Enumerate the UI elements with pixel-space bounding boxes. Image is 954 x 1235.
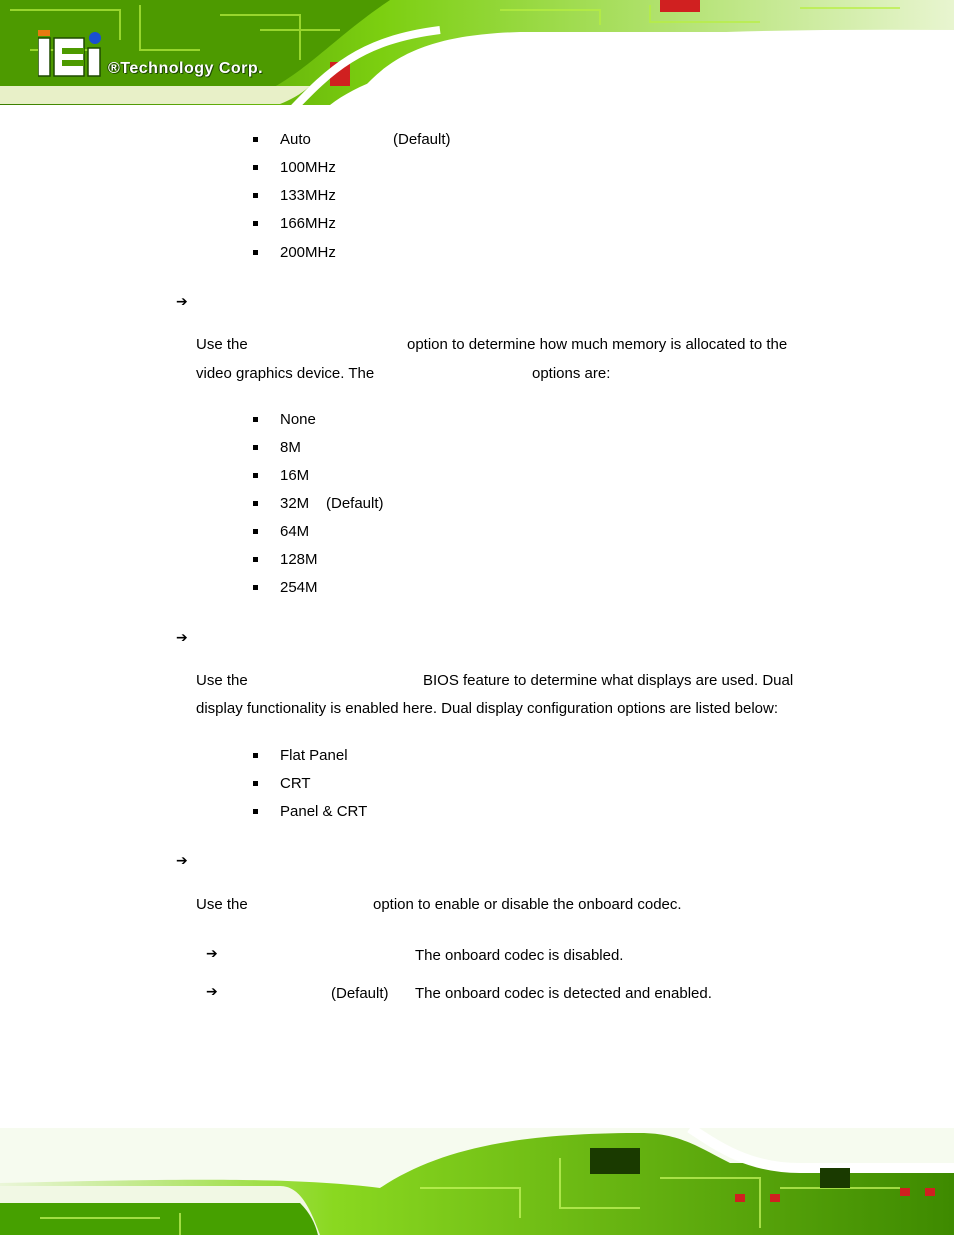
list-bullet bbox=[253, 250, 258, 255]
list-item: 166MHz bbox=[280, 215, 336, 232]
paragraph-text: Use the bbox=[196, 336, 248, 353]
list-item: 64M bbox=[280, 523, 310, 540]
list-item: 254M bbox=[280, 579, 318, 596]
list-bullet bbox=[253, 557, 258, 562]
section-arrow-icon: ➔ bbox=[176, 853, 188, 869]
list-item: 133MHz bbox=[280, 187, 336, 204]
page-footer-banner bbox=[0, 1128, 954, 1235]
page-header-banner bbox=[0, 0, 954, 112]
list-bullet bbox=[253, 473, 258, 478]
option-description: The onboard codec is detected and enabled. bbox=[415, 985, 712, 1002]
section-arrow-icon: ➔ bbox=[176, 294, 188, 310]
list-item: Flat Panel bbox=[280, 747, 348, 764]
circuit-board-header-graphic bbox=[0, 0, 954, 112]
logo-company-name: ®Technology Corp. bbox=[108, 60, 264, 77]
list-item: None bbox=[280, 411, 316, 428]
section-arrow-icon: ➔ bbox=[176, 630, 188, 646]
default-label: (Default) bbox=[331, 985, 389, 1002]
paragraph-text: video graphics device. The bbox=[196, 365, 375, 382]
option-arrow-icon: ➔ bbox=[206, 984, 218, 1000]
list-bullet bbox=[253, 165, 258, 170]
list-item: 8M bbox=[280, 439, 301, 456]
list-bullet bbox=[253, 193, 258, 198]
default-label: (Default) bbox=[393, 131, 451, 148]
paragraph-text: BIOS feature to determine what displays are used. Dual bbox=[423, 672, 794, 689]
list-item: Panel & CRT bbox=[280, 803, 368, 820]
list-bullet bbox=[253, 445, 258, 450]
default-label: (Default) bbox=[326, 495, 384, 512]
paragraph-text: display functionality is enabled here. Dual display configuration options are listed below: bbox=[196, 700, 779, 717]
list-bullet bbox=[253, 585, 258, 590]
list-bullet bbox=[253, 809, 258, 814]
paragraph-text: Use the bbox=[196, 896, 248, 913]
list-bullet bbox=[253, 501, 258, 506]
list-item: 32M bbox=[280, 495, 310, 512]
option-arrow-icon: ➔ bbox=[206, 946, 218, 962]
list-bullet bbox=[253, 137, 258, 142]
option-description: The onboard codec is disabled. bbox=[415, 947, 624, 964]
list-item: 200MHz bbox=[280, 244, 336, 261]
list-item: 100MHz bbox=[280, 159, 336, 176]
list-item: CRT bbox=[280, 775, 311, 792]
paragraph-text: option to enable or disable the onboard codec. bbox=[373, 896, 682, 913]
list-bullet bbox=[253, 221, 258, 226]
circuit-board-footer-graphic bbox=[0, 1128, 954, 1235]
iei-logo-mark bbox=[38, 30, 108, 80]
list-item: 16M bbox=[280, 467, 310, 484]
list-bullet bbox=[253, 417, 258, 422]
paragraph-text: option to determine how much memory is allocated to the bbox=[407, 336, 788, 353]
paragraph-text: Use the bbox=[196, 672, 248, 689]
list-bullet bbox=[253, 753, 258, 758]
paragraph-text: options are: bbox=[532, 365, 611, 382]
list-bullet bbox=[253, 529, 258, 534]
list-item: 128M bbox=[280, 551, 318, 568]
list-item: Auto bbox=[280, 131, 311, 148]
list-bullet bbox=[253, 781, 258, 786]
